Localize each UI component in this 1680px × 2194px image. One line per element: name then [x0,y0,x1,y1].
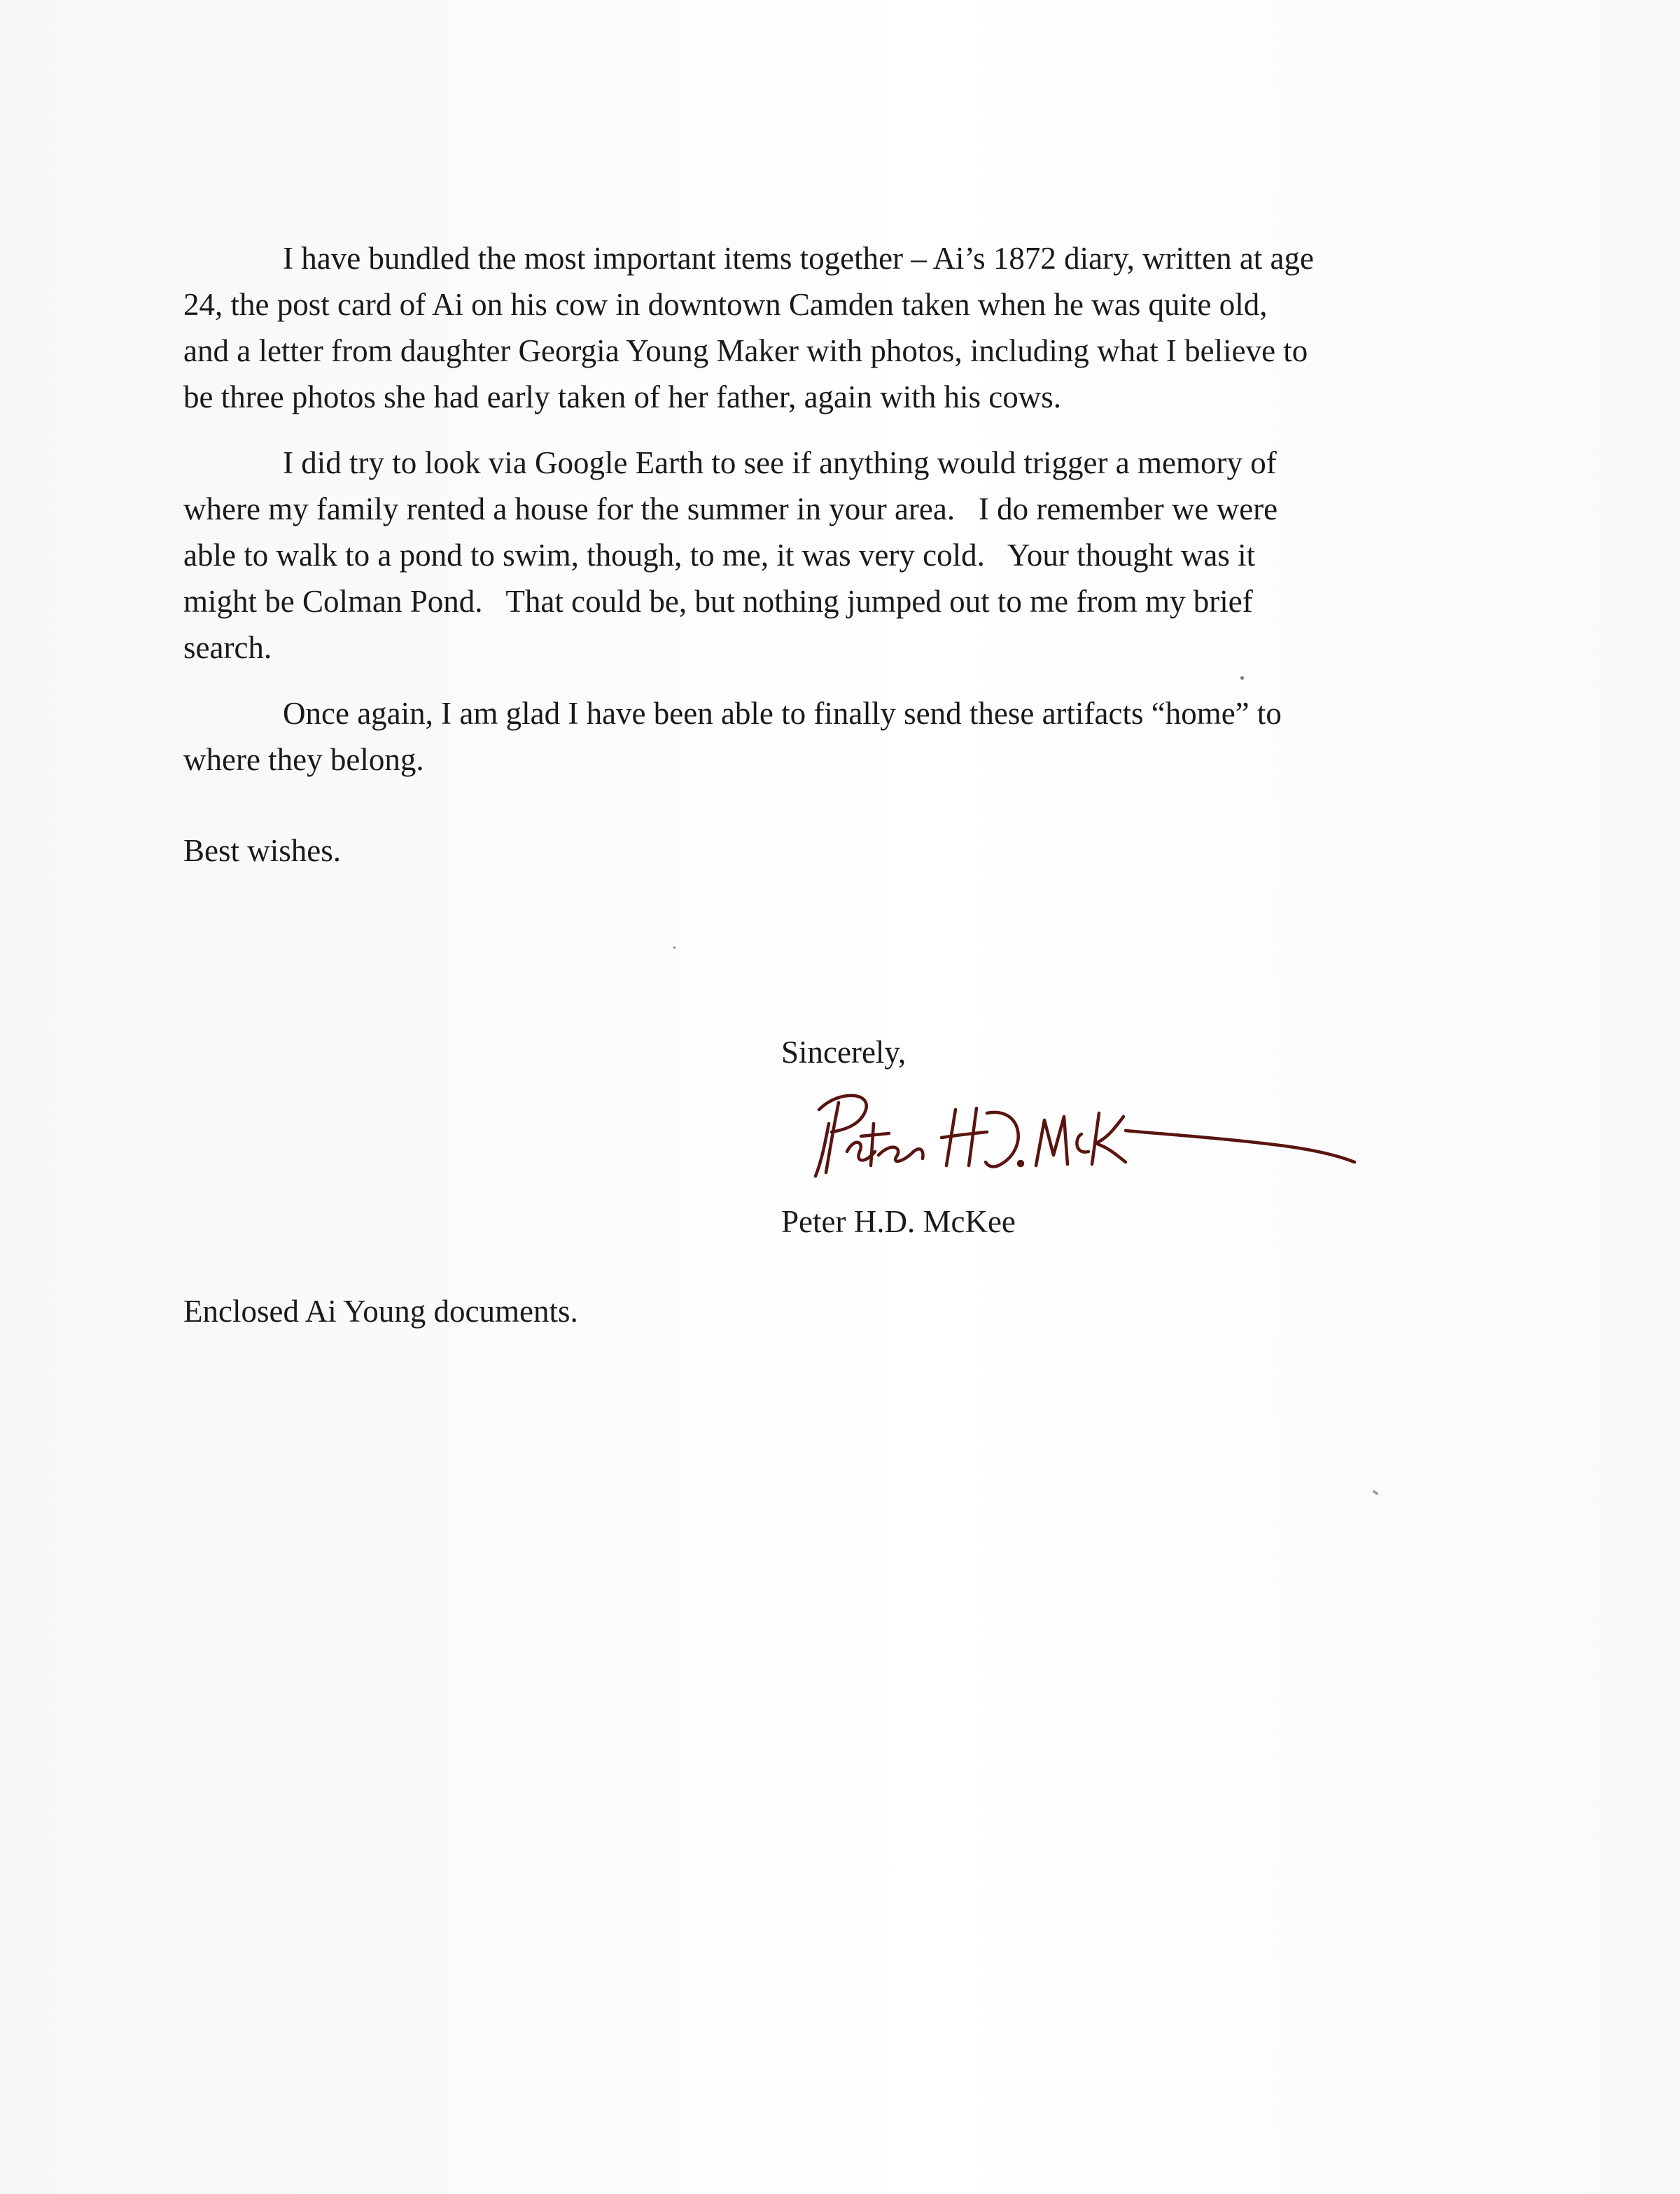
paragraph-line: search. [183,630,272,665]
paragraph-line: where they belong. [183,742,424,777]
body-paragraph-2 [183,440,1485,671]
paper-speck [1240,676,1244,680]
enclosure-note: Enclosed Ai Young documents. [183,1294,578,1329]
paper-speck [1372,1489,1379,1495]
paragraph-line: and a letter from daughter Georgia Young Maker with photos, including what I believe to [183,333,1308,368]
paper-speck [673,946,676,949]
paragraph-line: be three photos she had early taken of her father, again with his cows. [183,379,1062,414]
paragraph-line: 24, the post card of Ai on his cow in downtown Camden taken when he was quite old, [183,287,1268,322]
body-paragraph-3 [183,690,1485,783]
paragraph-line: where my family rented a house for the summer in your area. I do remember we were [183,491,1278,526]
paragraph-line: I have bundled the most important items together – Ai’s 1872 diary, written at age [283,241,1315,276]
paragraph-line: able to walk to a pond to swim, though, to me, it was very cold. Your thought was it [183,538,1256,573]
valediction: Sincerely, [781,1035,906,1070]
paragraph-line: might be Colman Pond. That could be, but nothing jumped out to me from my brief [183,584,1253,619]
paragraph-line: Once again, I am glad I have been able to finally send these artifacts “home” to [283,696,1282,731]
body-paragraph-1 [183,235,1485,420]
handwritten-signature [798,1082,1358,1215]
signer-name: Peter H.D. McKee [781,1204,1016,1239]
closing-note: Best wishes. [183,833,341,868]
paragraph-line: I did try to look via Google Earth to see if anything would trigger a memory of [283,445,1277,480]
